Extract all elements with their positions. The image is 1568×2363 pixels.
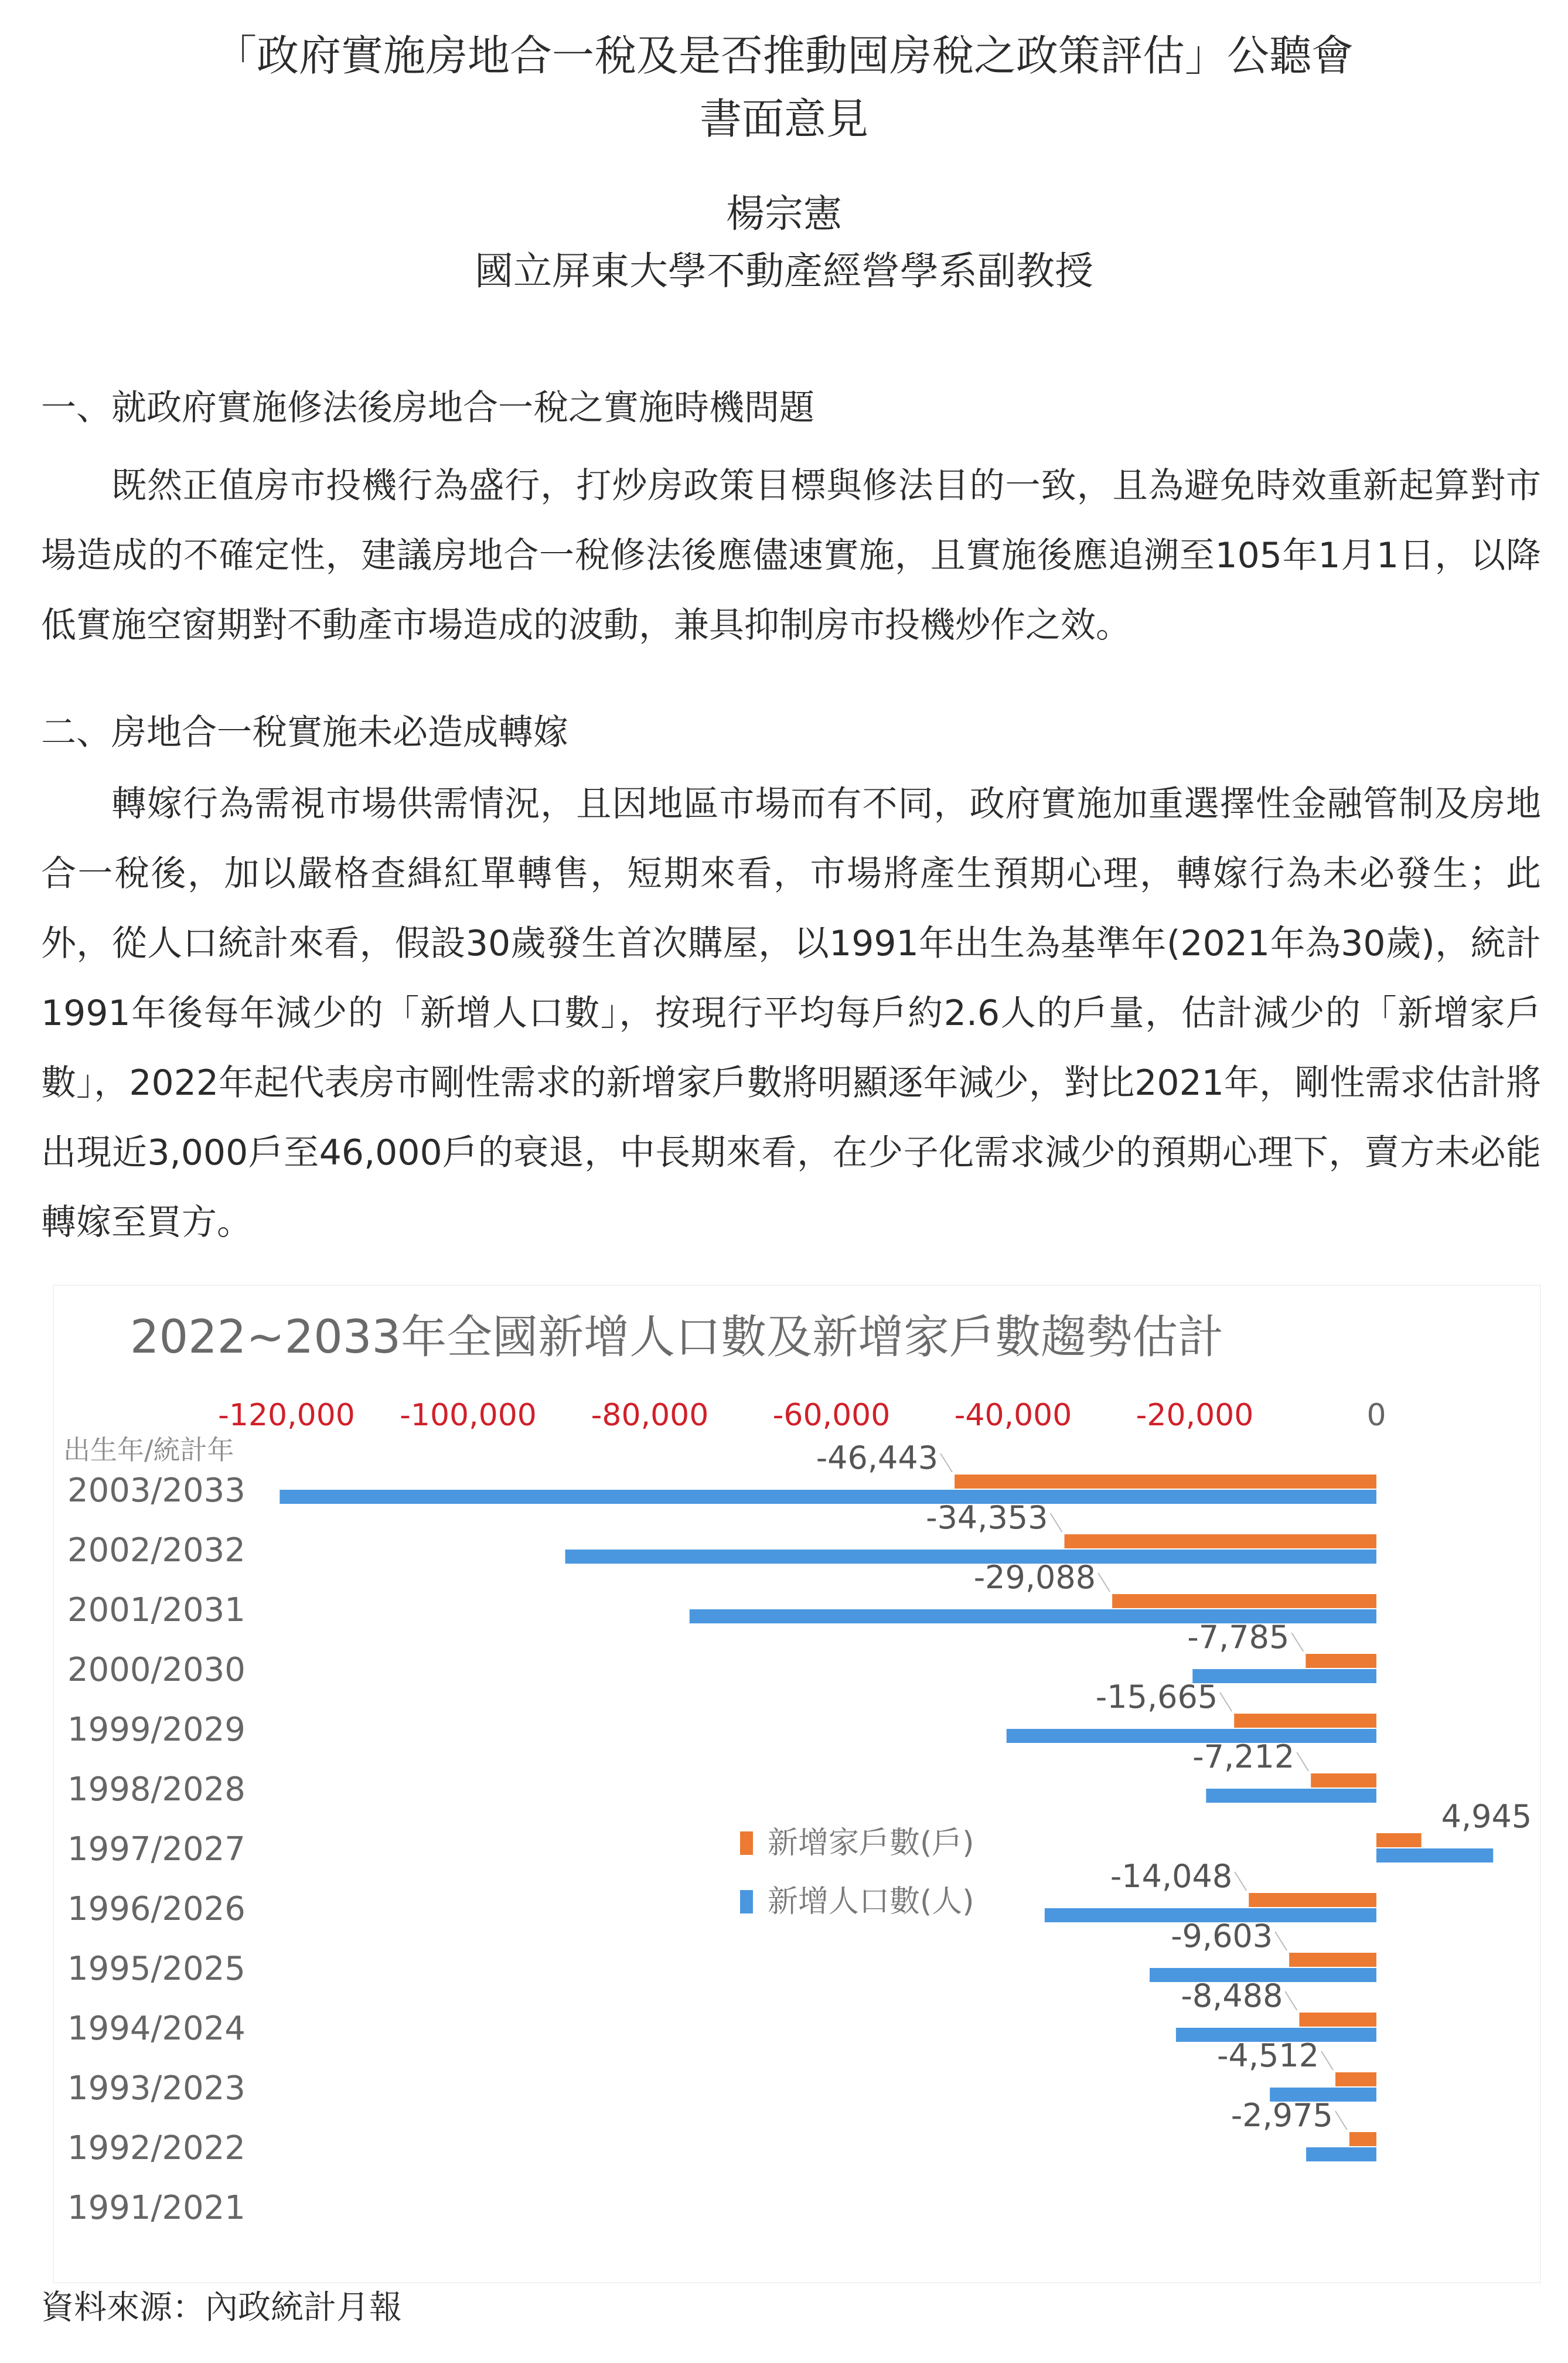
y-axis-label: 出生年/統計年 <box>63 1434 234 1466</box>
data-label: -7,212 <box>1192 1738 1295 1775</box>
author-affiliation: 國立屏東大學不動產經營學系副教授 <box>475 248 1093 294</box>
chart-title: 2022~2033年全國新增人口數及新增家戶數趨勢估計 <box>129 1311 1224 1364</box>
data-label-leader <box>1297 1752 1308 1771</box>
data-label: -8,488 <box>1181 1977 1283 2014</box>
category-label: 2002/2032 <box>67 1531 246 1569</box>
data-label: -9,603 <box>1171 1918 1273 1955</box>
legend-label-population: 新增人口數(人) <box>768 1884 974 1919</box>
x-tick-label: -40,000 <box>954 1398 1072 1433</box>
data-label-leader <box>1098 1573 1110 1592</box>
data-label: -34,353 <box>926 1499 1048 1536</box>
bar-population <box>1306 2147 1376 2161</box>
category-label: 1996/2026 <box>67 1890 246 1928</box>
data-label: -29,088 <box>973 1559 1096 1596</box>
bar-households <box>1305 1654 1376 1668</box>
bar-population <box>565 1550 1376 1564</box>
data-label: -7,785 <box>1187 1619 1290 1656</box>
data-label: 4,945 <box>1441 1798 1532 1835</box>
bar-population <box>1206 1789 1376 1803</box>
data-label-leader <box>1275 1932 1287 1950</box>
data-label: -4,512 <box>1216 2037 1320 2074</box>
bar-households <box>955 1475 1376 1489</box>
bar-households <box>1112 1594 1376 1608</box>
data-label-leader <box>1285 1991 1297 2010</box>
category-label: 1991/2021 <box>67 2189 246 2227</box>
legend-label-households: 新增家戶數(戶) <box>768 1826 974 1861</box>
section1-heading: 一、就政府實施修法後房地合一稅之實施時機問題 <box>41 387 814 428</box>
data-label-leader <box>1291 1633 1303 1652</box>
legend-swatch-households <box>740 1831 753 1855</box>
legend <box>740 1826 974 1919</box>
category-label: 1994/2024 <box>67 2010 246 2048</box>
category-label: 1999/2029 <box>67 1711 246 1749</box>
x-tick-label: -100,000 <box>400 1398 537 1433</box>
bar-households <box>1335 2072 1376 2086</box>
data-label: -46,443 <box>816 1439 939 1476</box>
data-label-leader <box>940 1453 952 1472</box>
section1-paragraph: 既然正值房市投機行為盛行，打炒房政策目標與修法目的一致，且為避免時效重新起算對市場造成的不確定性，建議房地合一稅修法後應儘速實施，且實施後應追溯至105年1月1日，以降低實施空窗期對不動產市場造成的波動，兼具抑制房市投機炒作之效。 <box>41 465 1541 646</box>
data-source: 資料來源：內政統計月報 <box>41 2289 402 2327</box>
category-label: 2000/2030 <box>67 1651 246 1689</box>
bar-households <box>1065 1534 1376 1548</box>
data-label-leader <box>1051 1513 1062 1532</box>
document-subtitle: 書面意見 <box>699 94 868 144</box>
document-title: 「政府實施房地合一稅及是否推動囤房稅之政策評估」公聽會 <box>214 31 1354 80</box>
bar-households <box>1234 1714 1376 1728</box>
bar-population <box>1192 1669 1376 1683</box>
x-axis-ticks <box>218 1398 1386 1433</box>
data-label: -15,665 <box>1095 1678 1218 1715</box>
data-label: -14,048 <box>1110 1858 1233 1895</box>
bar-households <box>1299 2013 1376 2027</box>
x-tick-label: -120,000 <box>218 1398 355 1433</box>
section2-heading: 二、房地合一稅實施未必造成轉嫁 <box>41 712 568 753</box>
bar-households <box>1349 2132 1376 2146</box>
data-label-leader <box>1335 2111 1347 2130</box>
bar-households <box>1289 1953 1376 1967</box>
bar-households <box>1311 1773 1376 1787</box>
category-label: 1997/2027 <box>67 1830 246 1868</box>
data-label-leader <box>1235 1872 1246 1891</box>
x-tick-label: -80,000 <box>591 1398 709 1433</box>
category-label: 1995/2025 <box>67 1950 246 1988</box>
category-label: 2003/2033 <box>67 1472 246 1510</box>
bar-households <box>1376 1833 1422 1847</box>
author-name: 楊宗憲 <box>726 191 842 236</box>
category-label: 2001/2031 <box>67 1591 246 1629</box>
x-tick-label: -60,000 <box>772 1398 891 1433</box>
x-tick-label: 0 <box>1366 1398 1386 1433</box>
category-labels <box>67 1472 246 2227</box>
x-tick-label: -20,000 <box>1136 1398 1254 1433</box>
data-label-leader <box>1220 1693 1232 1711</box>
data-label-leader <box>1321 2051 1333 2070</box>
category-label: 1993/2023 <box>67 2069 246 2107</box>
bar-population <box>1376 1848 1493 1863</box>
legend-swatch-population <box>740 1890 753 1913</box>
section2-paragraph: 轉嫁行為需視市場供需情況，且因地區市場而有不同，政府實施加重選擇性金融管制及房地合一稅後，加以嚴格查緝紅單轉售，短期來看，市場將產生預期心理，轉嫁行為未必發生；此外，從人口統計來看，假設30歲發生首次購屋，以1991年出生為基準年(2021年為30歲)，統計1991年後每年減少的「新增人口數」，按現行平均每戶約2.6人的戶量，估計減少的「新增家戶數」，2022年起代表房市剛性需求的新增家戶數將明顯逐年減少，對比2021年，剛性需求估計將出現近3,000戶至46,000戶的衰退，中長期來看，在少子化需求減少的預期心理下，賣方未必能轉嫁至買方。 <box>41 784 1541 1243</box>
bar-population <box>279 1490 1376 1504</box>
data-label: -2,975 <box>1230 2097 1333 2134</box>
bar-population <box>1007 1729 1376 1743</box>
bar-households <box>1249 1893 1376 1907</box>
category-label: 1998/2028 <box>67 1770 246 1809</box>
category-label: 1992/2022 <box>67 2129 246 2167</box>
